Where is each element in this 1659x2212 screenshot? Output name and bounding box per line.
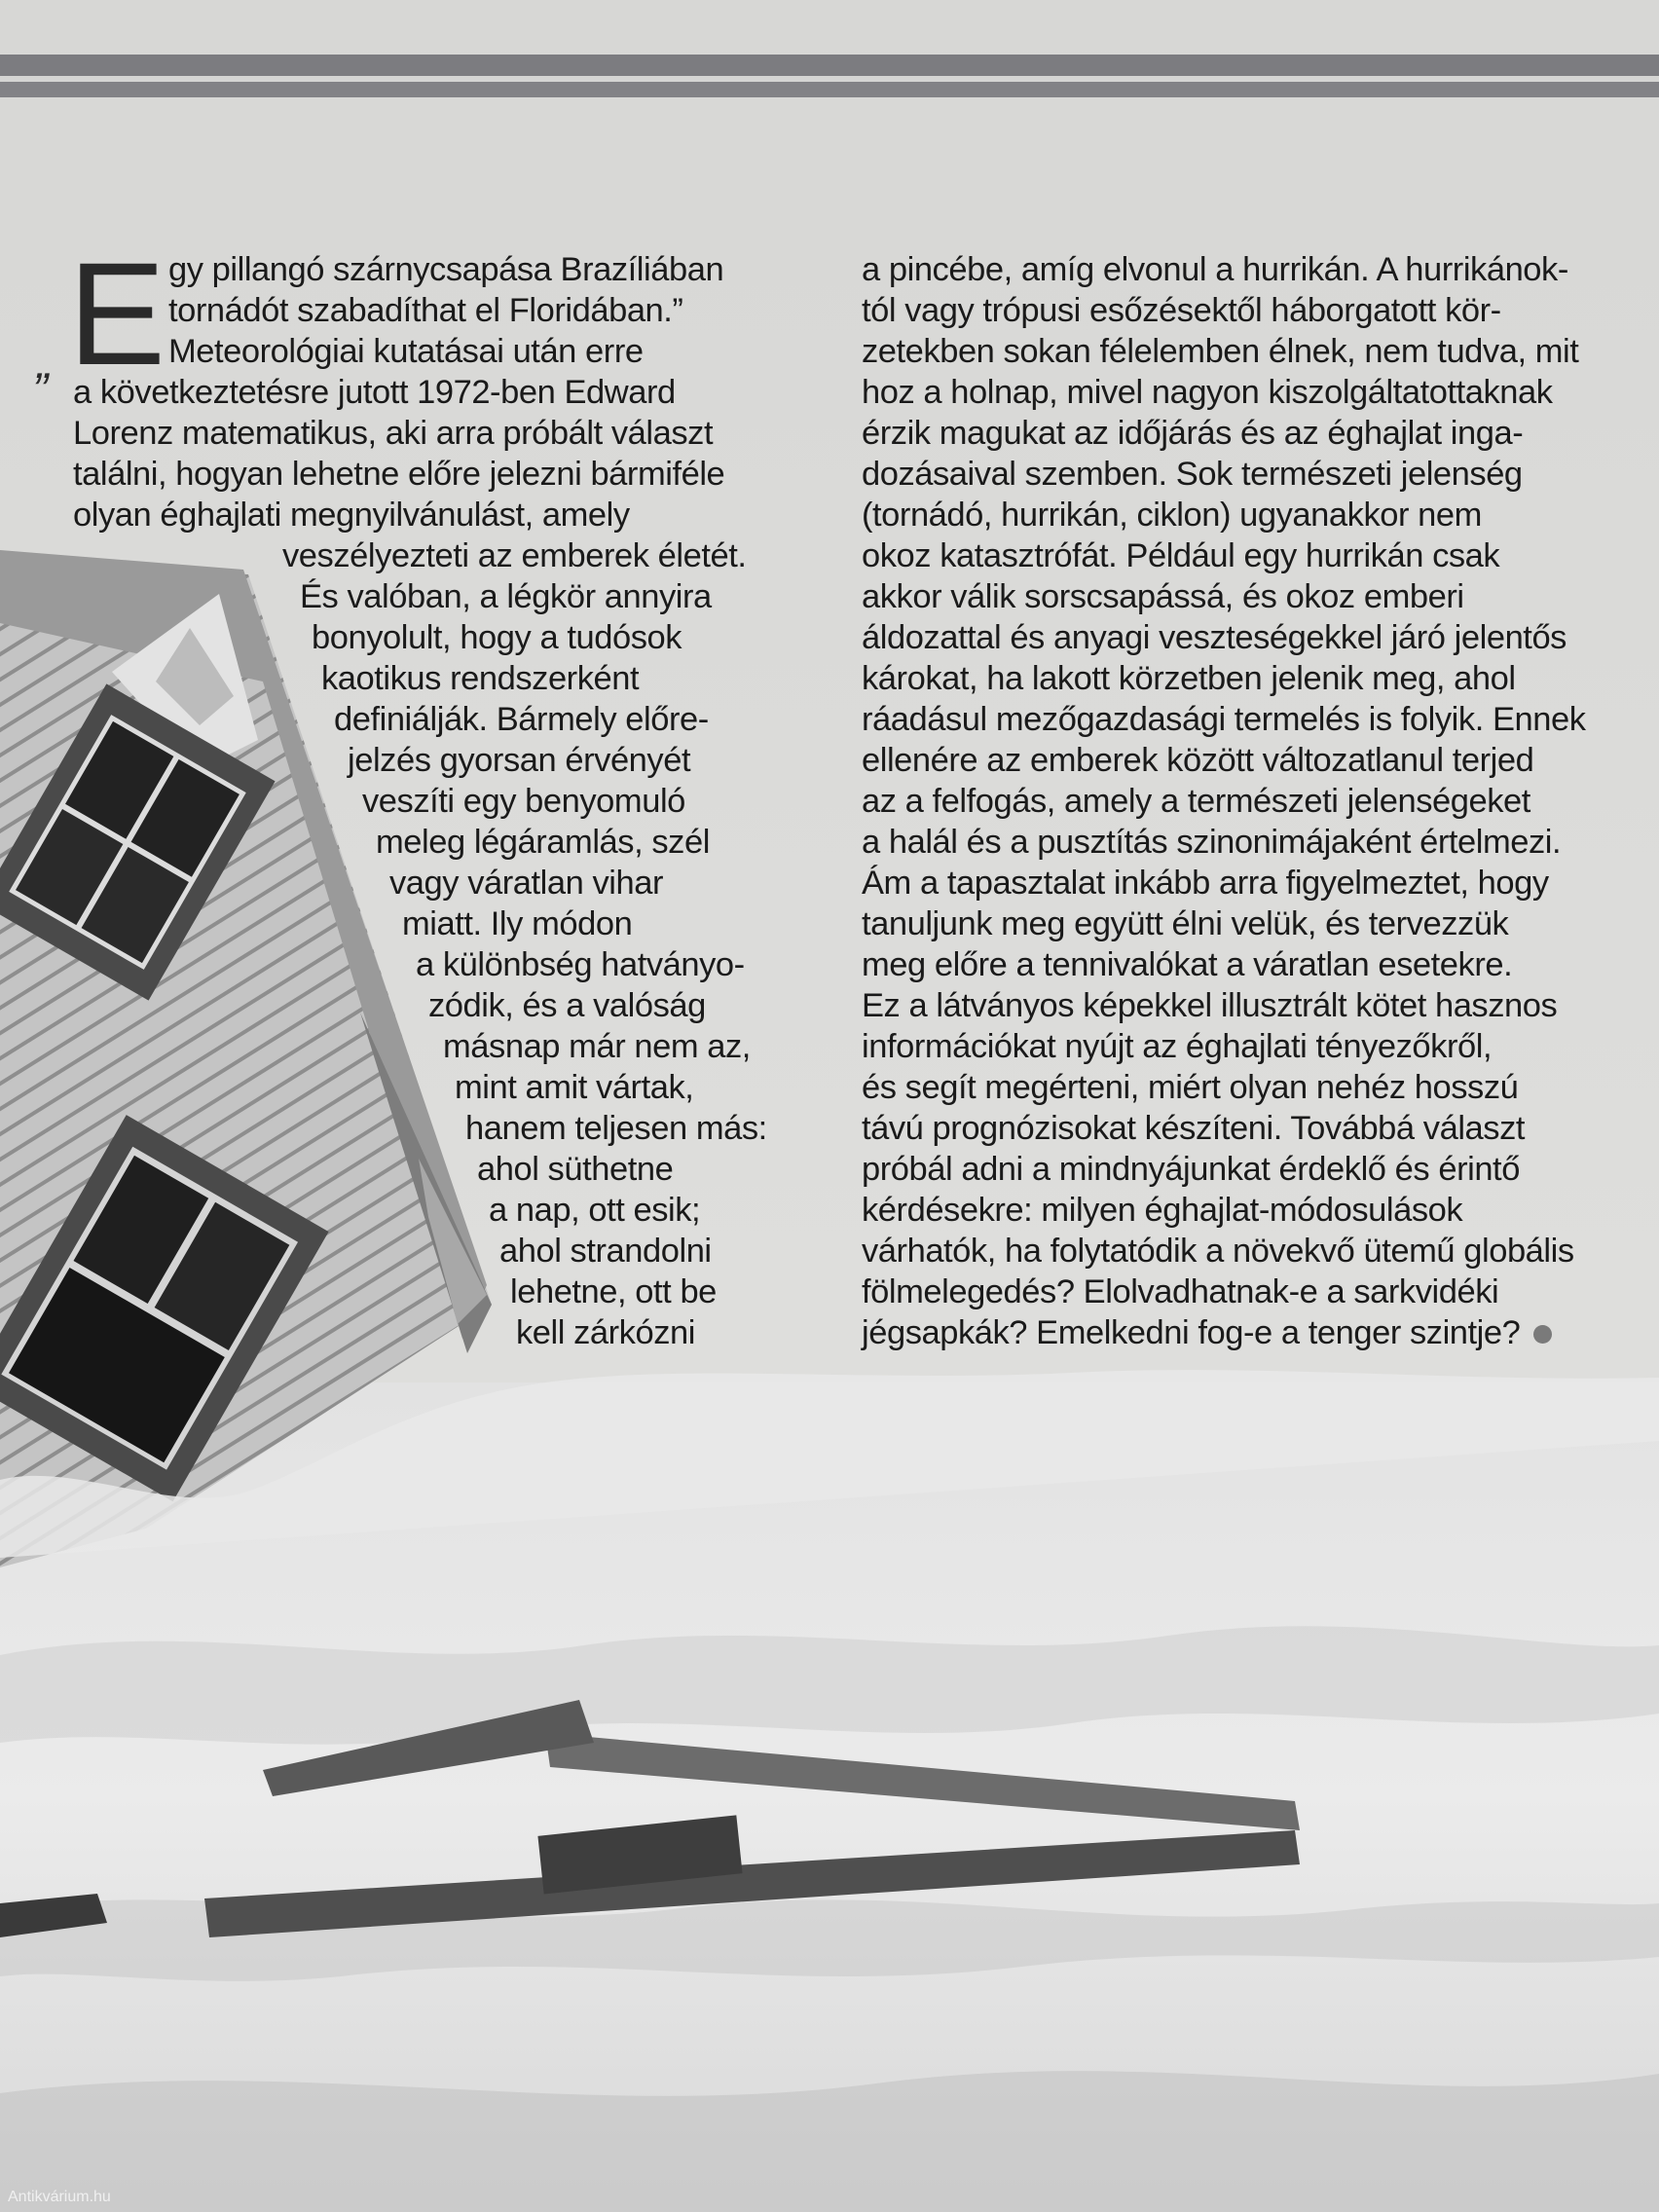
- text-line: várhatók, ha folytatódik a növekvő ütemű globális: [862, 1233, 1574, 1270]
- text-line: információkat nyújt az éghajlati tényezőkről,: [862, 1028, 1493, 1065]
- text-line: ahol süthetne: [477, 1151, 674, 1188]
- text-line: És valóban, a légkör annyira: [300, 578, 712, 615]
- text-line: veszélyezteti az emberek életét.: [282, 537, 747, 574]
- watermark: Antikvárium.hu: [8, 2189, 111, 2205]
- text-line: ellenére az emberek között változatlanul terjed: [862, 742, 1534, 779]
- text-line: próbál adni a mindnyájunkat érdeklő és érintő: [862, 1151, 1520, 1188]
- text-line: távú prognózisokat készíteni. Továbbá választ: [862, 1110, 1526, 1147]
- text-line: (tornádó, hurrikán, ciklon) ugyanakkor nem: [862, 497, 1482, 534]
- text-line: a következtetésre jutott 1972-ben Edward: [73, 374, 676, 411]
- text-line: meleg légáramlás, szél: [376, 824, 710, 861]
- text-line: lehetne, ott be: [510, 1273, 717, 1310]
- text-line: tanuljunk meg együtt élni velük, és tervezzük: [862, 905, 1509, 942]
- text-line: veszíti egy benyomuló: [362, 783, 685, 820]
- text-line: másnap már nem az,: [443, 1028, 751, 1065]
- text-line: vagy váratlan vihar: [389, 865, 664, 902]
- text-line: zetekben sokan félelemben élnek, nem tudva, mit: [862, 333, 1579, 370]
- text-line: ahol strandolni: [499, 1233, 712, 1270]
- text-line: a különbség hatványo-: [416, 946, 745, 983]
- text-line: jelzés gyorsan érvényét: [348, 742, 691, 779]
- text-line: fölmelegedés? Elolvadhatnak-e a sarkvidéki: [862, 1273, 1499, 1310]
- text-line: kell zárkózni: [516, 1314, 695, 1351]
- text-line: Ám a tapasztalat inkább arra figyelmeztet, hogy: [862, 865, 1549, 902]
- text-line: olyan éghajlati megnyilvánulást, amely: [73, 497, 630, 534]
- text-line: tól vagy trópusi esőzésektől háborgatott kör-: [862, 292, 1501, 329]
- text-line: károkat, ha lakott körzetben jelenik meg, ahol: [862, 660, 1516, 697]
- text-line: ráadásul mezőgazdasági termelés is folyik. Ennek: [862, 701, 1586, 738]
- text-line: miatt. Ily módon: [402, 905, 633, 942]
- opening-quote-mark: „: [37, 337, 53, 388]
- text-line: hanem teljesen más:: [465, 1110, 767, 1147]
- text-line: Ez a látványos képekkel illusztrált kötet hasznos: [862, 987, 1558, 1024]
- text-line: a nap, ott esik;: [489, 1192, 701, 1229]
- text-line: áldozattal és anyagi veszteségekkel járó jelentős: [862, 619, 1567, 656]
- text-line-last: [862, 1312, 1552, 1353]
- text-line: meg előre a tennivalókat a váratlan esetekre.: [862, 946, 1513, 983]
- text-line: a pincébe, amíg elvonul a hurrikán. A hurrikánok-: [862, 251, 1568, 288]
- text-line: hoz a holnap, mivel nagyon kiszolgáltatottaknak: [862, 374, 1553, 411]
- text-line: Meteorológiai kutatásai után erre: [168, 333, 644, 370]
- text-line: és segít megérteni, miért olyan nehéz hosszú: [862, 1069, 1519, 1106]
- text-line: dozásaival szemben. Sok természeti jelenség: [862, 456, 1523, 493]
- text-line: kaotikus rendszerként: [321, 660, 640, 697]
- text-line: a halál és a pusztítás szinonimájaként értelmezi.: [862, 824, 1562, 861]
- text-line: bonyolult, hogy a tudósok: [312, 619, 682, 656]
- text-line: kérdésekre: milyen éghajlat-módosulások: [862, 1192, 1463, 1229]
- text-line: tornádót szabadíthat el Floridában.”: [168, 292, 683, 329]
- text-line: zódik, és a valóság: [428, 987, 706, 1024]
- text-line: mint amit vártak,: [455, 1069, 694, 1106]
- text-line: Lorenz matematikus, aki arra próbált választ: [73, 415, 714, 452]
- text-line: okoz katasztrófát. Például egy hurrikán csak: [862, 537, 1500, 574]
- text-line: akkor válik sorscsapássá, és okoz emberi: [862, 578, 1464, 615]
- text-line: gy pillangó szárnycsapása Brazíliában: [168, 251, 724, 288]
- text-line: az a felfogás, amely a természeti jelenségeket: [862, 783, 1530, 820]
- text-line: találni, hogyan lehetne előre jelezni bármiféle: [73, 456, 725, 493]
- end-mark-icon: [1533, 1325, 1552, 1344]
- text-line: jégsapkák? Emelkedni fog-e a tenger szintje?: [862, 1314, 1521, 1351]
- drop-cap: E: [68, 232, 166, 395]
- text-line: definiálják. Bármely előre-: [334, 701, 709, 738]
- text-line: érzik magukat az időjárás és az éghajlat inga-: [862, 415, 1524, 452]
